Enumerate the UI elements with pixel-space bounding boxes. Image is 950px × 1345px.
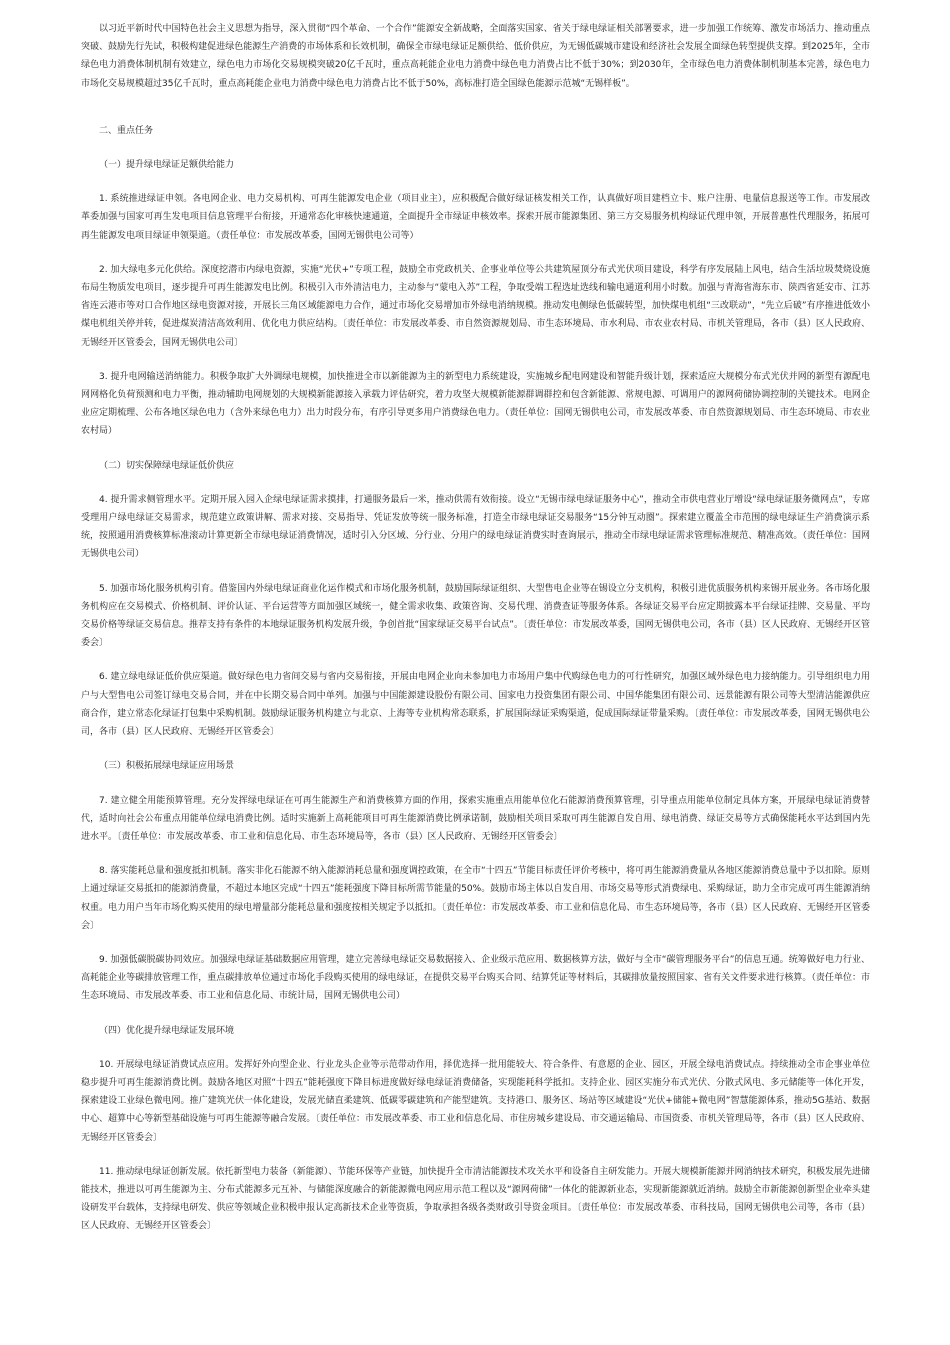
task-item-6: 6. 建立绿电绿证低价供应渠道。做好绿色电力省间交易与省内交易衔接，开展由电网企业向未参加电力市场用户集中代购绿色电力的可行性研究，加强区域外绿色电力接纳能力。引导组织电力用户与大型售电公司签订绿电交易合同，并在中长期交易合同中单列。加强与中国能源建设股份有限公司、国家电力投资集团有限公司、中国华能集团有限公司、远景能源有限公司等大型清洁能源供应商合作，建立常态化绿证打包集中采购机制。鼓励绿证服务机构建立与北京、上海等专业机构常态联系，扩展国际绿证采购渠道，促成国际绿证带量采购。〔责任单位：市发展改革委，国网无锡供电公司，各市（县）区人民政府、无锡经开区管委会〕 [81, 672, 870, 738]
task-item-2: 2. 加大绿电多元化供给。深度挖潜市内绿电资源，实施“光伏+”专项工程，鼓励全市党政机关、企事业单位等公共建筑屋顶分布式光伏项目建设，科学有序发展陆上风电，结合生活垃圾焚烧设施布局生物质发电项目，逐步提升可再生能源发电比例。积极引入市外清洁电力，主动参与“蒙电入苏”工程，争取受端工程选址选线和输电通道利用小时数。加强与青海省海东市、陕西省延安市、江苏省连云港市等对口合作地区绿电资源对接，开展长三角区域能源电力合作，通过市场化交易增加市外绿电消纳规模。推动发电侧绿色低碳转型，加快煤电机组“三改联动”，“先立后破”有序推进低效小煤电机组关停并转，促进煤炭清洁高效利用、优化电力供应结构。〔责任单位：市发展改革委、市自然资源规划局、市生态环境局、市水利局、市农业农村局、市机关管理局，各市（县）区人民政府、无锡经开区管委会，国网无锡供电公司〕 [81, 264, 870, 348]
task-item-1: 1. 系统推进绿证申领。各电网企业、电力交易机构、可再生能源发电企业（项目业主），应积极配合做好绿证核发相关工作，认真做好项目建档立卡、账户注册、电量信息报送等工作。市发展改革委加强与国家可再生发电项目信息管理平台衔接，开通常态化审核快速通道，全面提升全市绿证申核效率。探索开展市能源集团、第三方交易服务机构绿证代理申领，开展普惠性代理服务，拓展可再生能源发电项目绿证申领渠道。（责任单位：市发展改革委，国网无锡供电公司等） [81, 194, 870, 241]
task-item-3: 3. 提升电网输送消纳能力。积极争取扩大外调绿电规模，加快推进全市以新能源为主的新型电力系统建设，实施城乡配电网建设和智能升级计划，探索适应大规模分布式光伏并网的新型有源配电网网格化负荷预测和电力平衡，推动辅助电网规划的大规模新能源接入承载力评估研究，着力攻坚大规模新能源群调群控和包含新能源、常规电源、可调用户的源网荷储协调控制的关键技术。电网企业应定期梳理、公布各地区绿色电力（含外来绿色电力）出力时段分布，有序引导更多用户消费绿色电力。（责任单位：国网无锡供电公司，市发展改革委、市自然资源规划局、市生态环境局、市农业农村局） [81, 371, 870, 437]
task-item-8: 8. 落实能耗总量和强度抵扣机制。落实非化石能源不纳入能源消耗总量和强度调控政策，在全市“十四五”节能目标责任评价考核中，将可再生能源消费量从各地区能源消费总量中予以扣除。原则上通过绿证交易抵扣的能源消费量，不超过本地区完成“十四五”能耗强度下降目标所需节能量的50%。鼓励市场主体以自发自用、市场交易等形式消费绿电、采购绿证，助力全市完成可再生能源消纳权重。电力用户当年市场化购买使用的绿电增量部分能耗总量和强度按相关规定予以抵扣。〔责任单位：市发展改革委、市工业和信息化局、市生态环境局等，各市（县）区人民政府、无锡经开区管委会〕 [81, 866, 870, 931]
group-title-2: （二）切实保障绿电绿证低价供应 [99, 460, 235, 471]
group-title-1: （一）提升绿电绿证足额供给能力 [99, 160, 235, 171]
group-title-4: （四）优化提升绿电绿证发展环境 [99, 1025, 235, 1036]
task-item-7: 7. 建立健全用能预算管理。充分发挥绿电绿证在可再生能源生产和消费核算方面的作用，探索实施重点用能单位化石能源消费预算管理，引导重点用能单位制定具体方案，开展绿电绿证消费替代，适时向社会公布重点用能单位绿电消费比例。适时实施新上高耗能项目可再生能源消费比例承诺制，鼓励相关项目采取可再生能源自发自用、绿电消费、绿证交易等方式确保能耗水平达到国内先进水平。〔责任单位：市发展改革委、市工业和信息化局、市生态环境局等，各市（县）区人民政府、无锡经开区管委会〕 [81, 795, 870, 842]
intro-paragraph: 以习近平新时代中国特色社会主义思想为指导，深入贯彻“四个革命、一个合作”能源安全新战略，全面落实国家、省关于绿电绿证相关部署要求，进一步加强工作统筹、激发市场活力、推动重点突破、鼓励先行先试，积极构建促进绿色能源生产消费的市场体系和长效机制，确保全市绿电绿证足额供给、低价供应，为无锡低碳城市建设和经济社会发展全面绿色转型提供支撑。到2025年，全市绿色电力消费体制机制有效建立，绿色电力市场化交易规模突破20亿千瓦时，重点高耗能企业电力消费中绿色电力消费占比不低于30%；到2030年，全市绿色电力消费体制机制基本完善，绿色电力市场化交易规模超过35亿千瓦时，重点高耗能企业电力消费中绿色电力消费占比不低于50%，高标准打造全国绿色能源示范城“无锡样板”。 [81, 24, 870, 89]
task-item-9: 9. 加强低碳脱碳协同效应。加强绿电绿证基础数据应用管理，建立完善绿电绿证交易数据接入、企业级示范应用、数据核算方法，做好与全市“碳管理服务平台”的信息互通。统筹做好电力行业、高耗能企业等碳排放管理工作，重点碳排放单位通过市场化手段购买使用的绿电绿证，在提供交易平台购买合同、结算凭证等材料后，其碳排放量按照国家、省有关文件要求进行核算。（责任单位：市生态环境局、市发展改革委、市工业和信息化局、市统计局，国网无锡供电公司） [81, 954, 870, 1002]
section-title: 二、重点任务 [99, 125, 154, 136]
group-title-3: （三）积极拓展绿电绿证应用场景 [99, 761, 235, 772]
task-item-10: 10. 开展绿电绿证消费试点应用。发挥好外向型企业、行业龙头企业等示范带动作用，择优选择一批用能较大、符合条件、有意愿的企业、园区，开展全绿电消费试点。持续推动全市企事业单位稳步提升可再生能源消费比例。鼓励各地区对照“十四五”能耗强度下降目标进度做好绿电绿证消费储备，实现能耗科学抵扣。支持企业、园区实施分布式光伏、分散式风电、多元储能等一体化开发，探索建设工业绿色微电网。推广建筑光伏一体化建设，发展光储直柔建筑、低碳零碳建筑和产能型建筑。支持港口、服务区、场站等区域建设“光伏+储能+微电网”智慧能源体系，推动5G基站、数据中心、超算中心等新型基础设施与可再生能源等融合发展。〔责任单位：市发展改革委、市工业和信息化局、市住房城乡建设局、市交通运输局、市国资委、市机关管理局等，各市（县）区人民政府、无锡经开区管委会〕 [81, 1059, 870, 1143]
task-item-4: 4. 提升需求侧管理水平。定期开展入园入企绿电绿证需求摸排，打通服务最后一米，推动供需有效衔接。设立“无锡市绿电绿证服务中心”，推动全市供电营业厅增设“绿电绿证服务微网点”，专席受理用户绿电绿证交易需求，规范建立政策讲解、需求对接、交易指导、凭证发放等统一服务标准，打造全市绿电绿证交易服务“15分钟互动圈”。探索建立覆盖全市范围的绿电绿证生产消费演示系统，按照通用消费核算标准滚动计算更新全市绿电绿证消费情况，适时引入分区域、分行业、分用户的绿电绿证消费实时查询展示，推动全市绿电绿证需求管理标准规范、精准高效。（责任单位：国网无锡供电公司） [81, 494, 870, 560]
task-item-11: 11. 推动绿电绿证创新发展。依托新型电力装备（新能源）、节能环保等产业链，加快提升全市清洁能源技术攻关水平和设备自主研发能力。开展大规模新能源并网消纳技术研究，积极发展先进储能技术，推进以可再生能源为主、分布式能源多元互补、与储能深度融合的新能源微电网应用示范工程以及“源网荷储”一体化的能源新业态，实现新能源就近消纳。鼓励全市新能源创新型企业牵头建设研发平台载体，支持绿电研发、供应等领域企业积极申报认定高新技术企业等资质，争取承担各级各类财政引导资金项目。〔责任单位：市发展改革委、市科技局，国网无锡供电公司等，各市（县）区人民政府、无锡经开区管委会〕 [81, 1166, 870, 1232]
task-item-5: 5. 加强市场化服务机构引育。借鉴国内外绿电绿证商业化运作模式和市场化服务机制，鼓励国际绿证组织、大型售电企业等在锡设立分支机构，积极引进优质服务机构来锡开展业务。各市场化服务机构应在交易模式、价格机制、评价认证、平台运营等方面加强区域统一，健全需求收集、政策咨询、交易代理、消费查证等服务体系。各绿证交易平台应定期披露本平台绿证挂牌、交易量、平均交易价格等绿证交易信息。推荐支持有条件的本地绿证服务机构发展升级，争创首批“国家绿证交易平台试点”。〔责任单位：市发展改革委，国网无锡供电公司，各市（县）区人民政府、无锡经开区管委会〕 [81, 583, 870, 649]
